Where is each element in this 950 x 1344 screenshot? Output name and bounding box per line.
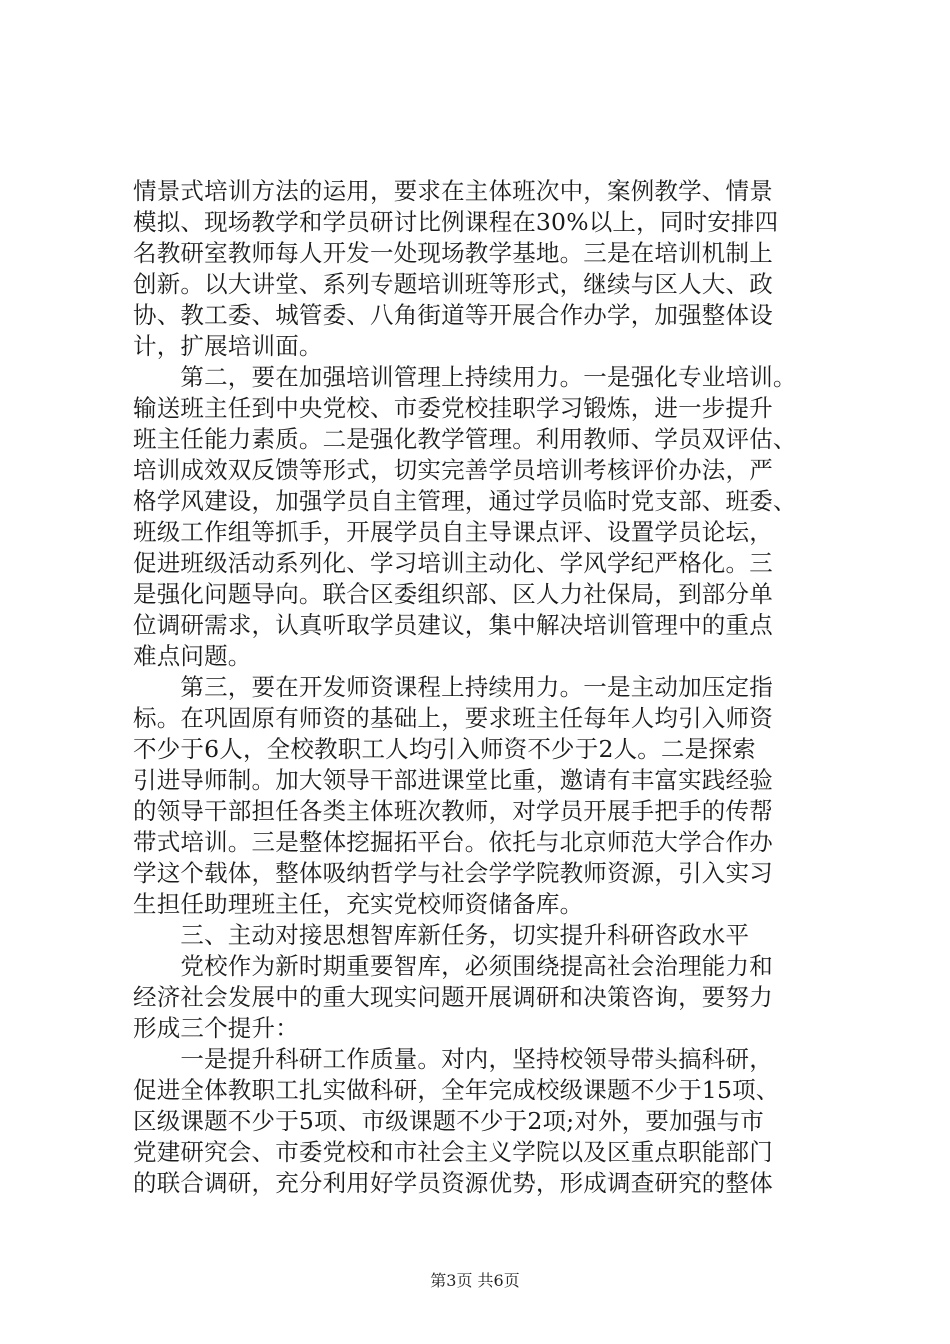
text-line: 促进全体教职工扎实做科研，全年完成校级课题不少于15项、: [133, 1076, 780, 1104]
text-line: 一是提升科研工作质量。对内，坚持校领导带头搞科研，: [133, 1045, 773, 1073]
text-line: 引进导师制。加大领导干部进课堂比重，邀请有丰富实践经验: [133, 766, 773, 794]
page-footer: 第3页 共6页: [430, 1271, 520, 1290]
text-line: 班级工作组等抓手，开展学员自主导课点评、设置学员论坛，: [133, 518, 773, 546]
text-line: 格学风建设，加强学员自主管理，通过学员临时党支部、班委、: [133, 487, 797, 515]
text-line: 促进班级活动系列化、学习培训主动化、学风学纪严格化。三: [133, 549, 773, 577]
text-line: 模拟、现场教学和学员研讨比例课程在30%以上，同时安排四: [133, 208, 779, 236]
text-line: 的联合调研，充分利用好学员资源优势，形成调查研究的整体: [133, 1169, 773, 1197]
text-line: 创新。以大讲堂、系列专题培训班等形式，继续与区人大、政: [133, 270, 773, 298]
text-line: 名教研室教师每人开发一处现场教学基地。三是在培训机制上: [133, 239, 773, 267]
document-body: [133, 176, 833, 1199]
text-line: 经济社会发展中的重大现实问题开展调研和决策咨询，要努力: [133, 983, 773, 1011]
text-line: 情景式培训方法的运用，要求在主体班次中，案例教学、情景: [133, 177, 773, 205]
text-line: 不少于6人，全校教职工人均引入师资不少于2人。二是探索: [133, 735, 756, 763]
text-line: 带式培训。三是整体挖掘拓平台。依托与北京师范大学合作办: [133, 828, 773, 856]
text-line: 计，扩展培训面。: [133, 332, 323, 360]
text-line: 位调研需求，认真听取学员建议，集中解决培训管理中的重点: [133, 611, 773, 639]
text-line: 第三，要在开发师资课程上持续用力。一是主动加压定指: [133, 673, 773, 701]
text-line: 班主任能力素质。二是强化教学管理。利用教师、学员双评估、: [133, 425, 797, 453]
text-line: 输送班主任到中央党校、市委党校挂职学习锻炼，进一步提升: [133, 394, 773, 422]
text-line: 标。在巩固原有师资的基础上，要求班主任每年人均引入师资: [133, 704, 773, 732]
text-line: 难点问题。: [133, 642, 252, 670]
text-line: 学这个载体，整体吸纳哲学与社会学学院教师资源，引入实习: [133, 859, 773, 887]
text-line: 第二，要在加强培训管理上持续用力。一是强化专业培训。: [133, 363, 797, 391]
text-line: 协、教工委、城管委、八角街道等开展合作办学，加强整体设: [133, 301, 773, 329]
text-line: 党建研究会、市委党校和市社会主义学院以及区重点职能部门: [133, 1138, 773, 1166]
text-line: 的领导干部担任各类主体班次教师，对学员开展手把手的传帮: [133, 797, 773, 825]
text-line: 三、主动对接思想智库新任务，切实提升科研咨政水平: [133, 921, 750, 949]
text-line: 形成三个提升：: [133, 1014, 299, 1042]
text-line: 培训成效双反馈等形式，切实完善学员培训考核评价办法，严: [133, 456, 773, 484]
text-line: 生担任助理班主任，充实党校师资储备库。: [133, 890, 584, 918]
text-line: 是强化问题导向。联合区委组织部、区人力社保局，到部分单: [133, 580, 773, 608]
text-line: 区级课题不少于5项、市级课题不少于2项;对外，要加强与市: [133, 1107, 764, 1135]
text-line: 党校作为新时期重要智库，必须围绕提高社会治理能力和: [133, 952, 773, 980]
